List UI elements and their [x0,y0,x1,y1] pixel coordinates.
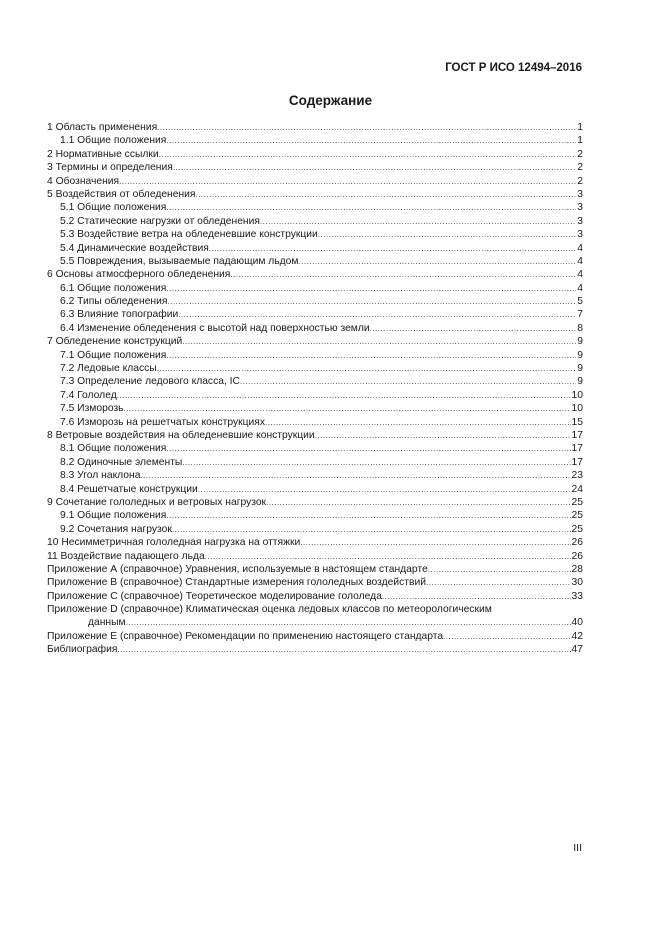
toc-entry-page: 5 [577,296,583,308]
toc-entry[interactable] [47,483,583,496]
toc-dot-leader [195,188,576,201]
toc-dot-leader [126,616,571,629]
toc-dot-leader [117,389,571,402]
toc-entry-page: 15 [571,416,583,428]
toc-dot-leader [443,630,570,643]
toc-entry-label: 9.2 Сочетания нагрузок [60,523,172,535]
toc-dot-leader [159,148,577,161]
toc-entry-label: 9 Сочетание гололедных и ветровых нагрузок [47,496,267,508]
toc-entry[interactable] [47,590,583,603]
toc-dot-leader [172,523,571,536]
toc-entry-page: 3 [577,229,583,241]
toc-entry[interactable] [47,469,583,482]
toc-entry-label: Приложение D (справочное) Климатическая оценка ледовых классов по метеорологическим [47,604,492,616]
toc-entry-page: 9 [577,336,583,348]
toc-entry-label: 7.2 Ледовые классы [60,363,157,375]
toc-entry-page: 47 [571,644,583,656]
toc-entry[interactable] [47,456,583,469]
toc-dot-leader [260,215,576,228]
toc-entry[interactable] [47,228,583,241]
toc-entry-label: Библиография [47,644,118,656]
toc-dot-leader [166,509,570,522]
toc-dot-leader [315,429,571,442]
toc-entry[interactable] [47,322,583,335]
toc-entry[interactable] [47,523,583,536]
toc-entry-label: 6 Основы атмосферного обледенения [47,269,231,281]
toc-dot-leader [240,375,576,388]
toc-dot-leader [426,576,571,589]
toc-entry-label: 5.4 Динамические воздействия [60,242,209,254]
toc-dot-leader [117,643,570,656]
toc-entry-page: 1 [577,122,583,133]
toc-entry[interactable] [47,175,583,188]
toc-entry-label: 7.6 Изморозь на решетчатых конструкциях [60,416,266,428]
toc-entry[interactable] [47,255,583,268]
page-number: III [573,842,582,854]
toc-dot-leader [266,496,570,509]
toc-entry[interactable] [47,429,583,442]
toc-entry-label: 11 Воздействие падающего льда [47,550,205,562]
toc-entry-page: 25 [571,523,583,535]
toc-entry-page: 33 [571,590,583,602]
toc-entry-page: 10 [571,403,583,415]
toc-entry[interactable] [47,416,583,429]
toc-entry-page: 26 [571,537,583,549]
toc-entry-label: 7.5 Изморозь [60,403,124,415]
toc-dot-leader [173,161,576,174]
toc-entry-label: 8.4 Решетчатые конструкции [60,483,198,495]
toc-entry-label: 5.5 Повреждения, вызываемые падающим льдом [60,255,299,267]
toc-entry-page: 9 [577,376,583,388]
toc-entry-page: 4 [577,282,583,294]
toc-entry-label: 7.1 Общие положения [60,349,167,361]
toc-entry[interactable] [47,362,583,375]
toc-entry-page: 42 [571,630,583,642]
toc-dot-leader [205,550,571,563]
toc-entry[interactable] [47,576,583,589]
toc-entry[interactable] [47,242,583,255]
toc-dot-leader [119,175,576,188]
toc-entry-page: 28 [571,563,583,575]
toc-entry-label: Приложение В (справочное) Стандартные измерения гололедных воздействий [47,577,426,589]
toc-dot-leader [182,335,576,348]
toc-entry-page: 4 [577,269,583,281]
toc-dot-leader [209,242,576,255]
toc-entry-page: 7 [577,309,583,321]
toc-dot-leader [157,362,577,375]
toc-entry-page: 26 [571,550,583,562]
toc-entry[interactable] [47,496,583,509]
toc-entry-label: 7.3 Определение ледового класса, IC [60,376,240,388]
toc-entry-page: 23 [571,470,583,482]
toc-entry[interactable] [47,335,583,348]
toc-entry-page: 40 [571,617,583,629]
toc-dot-leader [318,228,576,241]
toc-entry-label: Приложение А (справочное) Уравнения, используемые в настоящем стандарте [47,563,428,575]
toc-dot-leader [167,295,576,308]
toc-dot-leader [428,563,571,576]
toc-entry-page: 25 [571,510,583,522]
toc-entry-label: 7.4 Гололед [60,389,117,401]
standard-designation: ГОСТ Р ИСО 12494–2016 [445,62,582,74]
toc-entry[interactable] [47,550,583,563]
table-of-contents [47,121,583,657]
toc-entry-label: 6.4 Изменение обледенения с высотой над поверхностью земли [60,322,370,334]
toc-entry[interactable] [47,603,583,616]
toc-entry[interactable] [47,643,583,656]
toc-entry[interactable] [47,134,583,147]
toc-dot-leader [265,416,571,429]
toc-entry-label: 8.2 Одиночные элементы [60,456,183,468]
toc-entry-label: 8.3 Угол наклона [60,470,141,482]
toc-entry-page: 24 [571,483,583,495]
toc-entry-page: 2 [577,162,583,174]
toc-entry-page: 4 [577,255,583,267]
toc-entry-page: 1 [577,135,583,147]
toc-entry-label: 9.1 Общие положения [60,510,167,522]
toc-dot-leader [230,268,576,281]
toc-entry-page: 3 [577,215,583,227]
toc-entry-page: 4 [577,242,583,254]
toc-entry[interactable] [47,630,583,643]
toc-entry[interactable] [47,201,583,214]
toc-dot-leader [166,442,570,455]
toc-entry-label: 5.1 Общие положения [60,202,167,214]
toc-entry[interactable] [47,375,583,388]
toc-entry-page: 25 [571,496,583,508]
toc-title: Содержание [288,93,373,108]
toc-entry-label: данным [88,617,126,629]
toc-entry-label: 1.1 Общие положения [60,135,167,147]
toc-dot-leader [182,456,570,469]
toc-entry-label: 8.1 Общие положения [60,443,167,455]
toc-entry-label: 2 Нормативные ссылки [47,148,159,160]
toc-entry-label: Приложение С (справочное) Теоретическое моделирование гололеда [47,590,382,602]
toc-entry-label: 7 Обледенение конструкций [47,336,183,348]
toc-entry[interactable] [47,215,583,228]
toc-dot-leader [166,201,576,214]
toc-dot-leader [166,134,576,147]
toc-dot-leader [166,349,576,362]
toc-entry-label: 3 Термины и определения [47,162,173,174]
toc-entry-label: 1 Область применения [47,122,158,133]
toc-entry-page: 30 [571,577,583,589]
toc-entry[interactable] [47,121,583,134]
toc-entry-label: Приложение Е (справочное) Рекомендации по применению настоящего стандарта [47,630,444,642]
toc-entry-page: 9 [577,363,583,375]
toc-dot-leader [166,282,576,295]
toc-dot-leader [157,121,576,134]
toc-dot-leader [140,469,570,482]
toc-entry-page: 2 [577,175,583,187]
toc-entry-page: 10 [571,389,583,401]
toc-entry[interactable] [47,389,583,402]
toc-entry-label: 4 Обозначения [47,175,120,187]
toc-entry-page: 17 [571,443,583,455]
toc-entry[interactable] [47,308,583,321]
toc-entry-label: 5 Воздействия от обледенения [47,188,196,200]
toc-entry-label: 6.1 Общие положения [60,282,167,294]
toc-dot-leader [298,255,576,268]
toc-entry-page: 3 [577,202,583,214]
toc-entry-page: 9 [577,349,583,361]
toc-entry[interactable] [47,268,583,281]
toc-entry[interactable] [47,161,583,174]
toc-entry[interactable] [47,442,583,455]
toc-entry-page: 17 [571,456,583,468]
toc-entry[interactable] [47,536,583,549]
toc-entry[interactable] [47,402,583,415]
toc-entry-label: 10 Несимметричная гололедная нагрузка на оттяжки [47,537,301,549]
toc-entry[interactable] [47,509,583,522]
toc-dot-leader [178,308,576,321]
toc-entry[interactable] [47,349,583,362]
toc-entry-label: 6.3 Влияние топографии [60,309,179,321]
toc-dot-leader [370,322,577,335]
toc-entry-page: 3 [577,188,583,200]
toc-dot-leader [198,483,571,496]
toc-entry-label: 6.2 Типы обледенения [60,296,168,308]
toc-entry-page: 8 [577,322,583,334]
toc-entry-label: 8 Ветровые воздействия на обледеневшие конструкции [47,429,315,441]
toc-entry[interactable] [47,148,583,161]
toc-entry-label: 5.2 Статические нагрузки от обледенения [60,215,260,227]
toc-dot-leader [382,590,571,603]
toc-entry[interactable] [47,616,583,629]
toc-entry[interactable] [47,282,583,295]
toc-entry[interactable] [47,188,583,201]
toc-entry[interactable] [47,563,583,576]
toc-dot-leader [124,402,571,415]
toc-entry-label: 5.3 Воздействие ветра на обледеневшие конструкции [60,229,318,241]
toc-entry-page: 2 [577,148,583,160]
toc-dot-leader [300,536,570,549]
toc-entry[interactable] [47,295,583,308]
toc-entry-page: 17 [571,429,583,441]
